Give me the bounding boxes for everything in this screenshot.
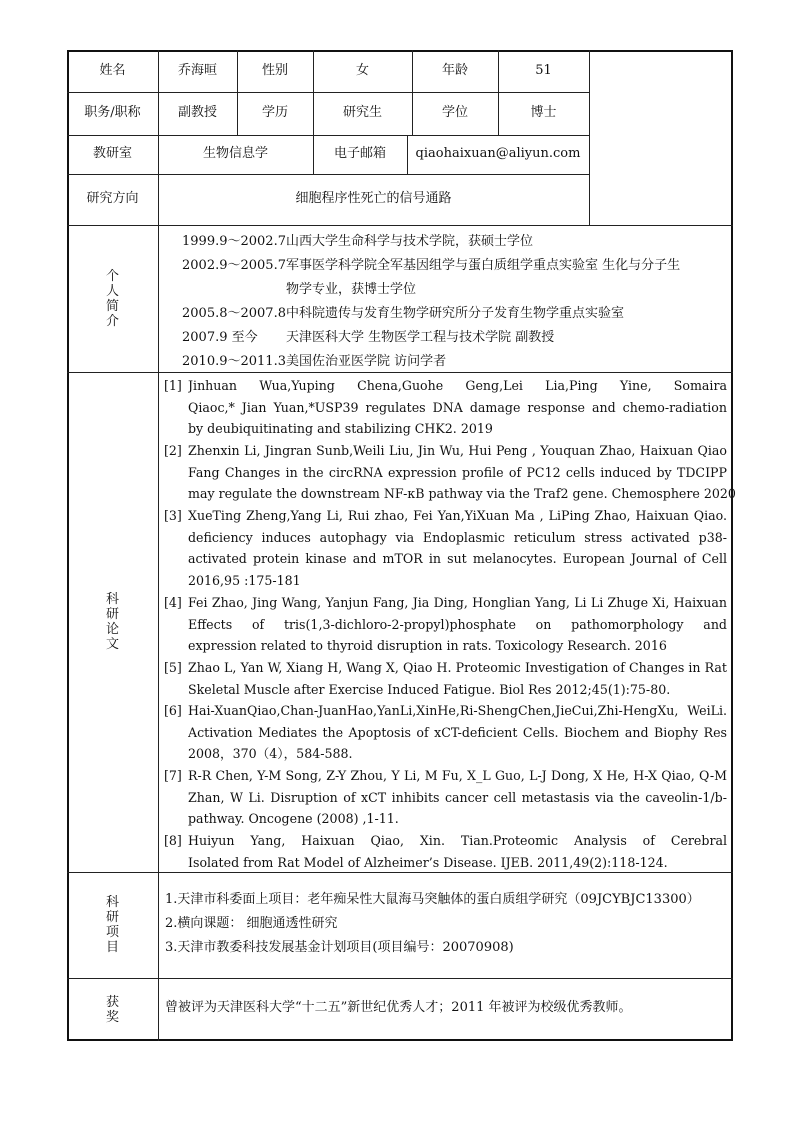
publication-text: Hai-XuanQiao,Chan-JuanHao,YanLi,XinHe,Ri-ShengChen,JieCui,Zhi-HengXu, WeiLi.: [188, 703, 727, 718]
publication-number: [3]: [164, 508, 182, 523]
profile-label-char: 简: [105, 298, 119, 314]
education-value: 研究生: [342, 105, 382, 121]
publication-text: Zhenxin Li, Jingran Sunb,Weili Liu, Jin Wu, Hui Peng , Youquan Zhao, Haixuan Qiao: [188, 443, 727, 458]
projects-label-char: 目: [105, 940, 119, 955]
email-value[interactable]: qiaohaixuan@aliyun.com: [415, 146, 581, 162]
publication-number: [6]: [164, 703, 182, 718]
projects-label-char: 研: [105, 910, 119, 925]
divider: [67, 225, 733, 226]
research-value: 细胞程序性死亡的信号通路: [295, 191, 452, 207]
profile-text: 物学专业，获博士学位: [286, 282, 417, 297]
profile-date: 2005.8～2007.8: [182, 306, 286, 321]
profile-text: 军事医学科学院全军基因组学与蛋白质组学重点实验室 生化与分子生: [286, 258, 681, 273]
profile-date: 2010.9～2011.3: [182, 354, 286, 369]
profile-label: [67, 225, 158, 372]
projects-label: [67, 872, 158, 978]
divider: [67, 978, 733, 979]
publication-text: Huiyun Yang, Haixuan Qiao, Xin. Tian.Proteomic Analysis of Cerebral: [188, 833, 727, 848]
publication-text: 2008，370（4），584-588.: [188, 746, 353, 762]
publication-text: Fei Zhao, Jing Wang, Yanjun Fang, Jia Ding, Honglian Yang, Li Li Zhuge Xi, Haixuan: [188, 595, 727, 610]
research-label: 研究方向: [86, 191, 139, 207]
publication-text: 2016,95 :175-181: [188, 572, 301, 588]
profile-text: 美国佐治亚医学院 访问学者: [286, 354, 447, 369]
publication-number: [2]: [164, 443, 182, 458]
email-label: 电子邮箱: [333, 146, 386, 162]
publication-text: Qiaoc,* Jian Yuan,*USP39 regulates DNA damage response and chemo-radiation: [188, 399, 727, 415]
awards-label-char: 奖: [105, 1009, 119, 1025]
project-list: [165, 888, 725, 960]
publication-number: [8]: [164, 833, 182, 848]
gender-label: 性别: [261, 62, 288, 78]
education-label: 学历: [261, 105, 288, 121]
publication-text: Zhan, W Li. Disruption of xCT inhibits cancer cell metastasis via the caveolin-1/b-: [188, 789, 727, 805]
publication-text: Isolated from Rat Model of Alzheimer’s Disease. IJEB. 2011,49(2):118-124.: [188, 854, 668, 870]
projects-label-char: 项: [105, 925, 119, 940]
project-item: 2.横向课题： 细胞通透性研究: [165, 916, 338, 931]
publication-number: [1]: [164, 378, 182, 393]
publication-number: [7]: [164, 768, 182, 783]
publication-text: by deubiquitinating and stabilizing CHK2. 2019: [188, 421, 493, 437]
projects-label-char: 科: [105, 895, 119, 910]
publication-text: Fang Changes in the circRNA expression profile of PC12 cells induced by TDCIPP: [188, 464, 727, 480]
title-value: 副教授: [177, 105, 217, 121]
profile-date: 1999.9～2002.7: [182, 234, 286, 249]
publications-label: [67, 372, 158, 872]
divider: [589, 50, 590, 225]
publications-label-char: 研: [105, 607, 119, 622]
name-value: 乔海晅: [177, 62, 217, 78]
publication-text: Skeletal Muscle after Exercise Induced Fatigue. Biol Res 2012;45(1):75-80.: [188, 681, 671, 697]
publication-number: [4]: [164, 595, 182, 610]
publication-text: deficiency induces autophagy via Endoplasmic reticulum stress activated p38-: [188, 529, 727, 545]
profile-text: 山西大学生命科学与技术学院，获硕士学位: [286, 234, 534, 249]
publications-label-char: 科: [105, 592, 119, 607]
publication-text: Jinhuan Wua,Yuping Chena,Guohe Geng,Lei Lia,Ping Yine, Somaira: [188, 378, 727, 393]
gender-value: 女: [355, 62, 369, 78]
profile-text: 中科院遗传与发育生物学研究所分子发育生物学重点实验室: [286, 306, 625, 321]
awards-label-char: 获: [105, 994, 119, 1010]
dept-value: 生物信息学: [202, 146, 268, 162]
profile-text: 天津医科大学 生物医学工程与技术学院 副教授: [286, 330, 555, 345]
publication-text: R-R Chen, Y-M Song, Z-Y Zhou, Y Li, M Fu, X_L Guo, L-J Dong, X He, H-X Qiao, Q-M: [188, 768, 727, 783]
publication-text: Effects of tris(1,3-dichloro-2-propyl)phosphate on pathomorphology and: [188, 616, 727, 632]
degree-value: 博士: [530, 105, 557, 121]
profile-label-char: 个: [105, 268, 119, 284]
profile-label-char: 人: [105, 283, 119, 299]
publications-label-char: 文: [105, 637, 119, 652]
name-label: 姓名: [99, 62, 126, 78]
publication-text: Activation Mediates the Apoptosis of xCT-deficient Cells. Biochem and Biophy Res: [188, 724, 727, 740]
project-item: 1.天津市科委面上项目：老年痴呆性大鼠海马突触体的蛋白质组学研究（09JCYBJC13300）: [165, 892, 700, 907]
dept-label: 教研室: [92, 146, 132, 162]
publication-text: pathway. Oncogene (2008) ,1-11.: [188, 811, 399, 827]
publication-text: activated protein kinase and mTOR in sut melanocytes. European Journal of Cell: [188, 551, 727, 567]
profile-date: 2002.9～2005.7: [182, 258, 286, 273]
profile-label-char: 介: [105, 313, 119, 329]
awards-label: [67, 978, 158, 1041]
profile-date: 2007.9 至今: [182, 330, 258, 345]
publication-text: XueTing Zheng,Yang Li, Rui zhao, Fei Yan,YiXuan Ma , LiPing Zhao, Haixuan Qiao.: [188, 508, 727, 523]
age-value: 51: [535, 62, 552, 78]
degree-label: 学位: [441, 105, 468, 121]
resume-form: [67, 50, 736, 1041]
publication-text: expression related to thyroid disruption in rats. Toxicology Research. 2016: [188, 638, 667, 654]
title-label: 职务/职称: [84, 105, 141, 121]
publication-number: [5]: [164, 660, 182, 675]
publications-label-char: 论: [105, 622, 119, 637]
awards-text: 曾被评为天津医科大学“十二五”新世纪优秀人才；2011 年被评为校级优秀教师。: [165, 1000, 632, 1015]
publication-text: Zhao L, Yan W, Xiang H, Wang X, Qiao H. Proteomic Investigation of Changes in Rat: [188, 660, 727, 675]
age-label: 年龄: [441, 62, 468, 78]
project-item: 3.天津市教委科技发展基金计划项目(项目编号：20070908): [165, 940, 514, 955]
publication-text: may regulate the downstream NF-κB pathway via the Traf2 gene. Chemosphere 2020: [188, 486, 736, 502]
